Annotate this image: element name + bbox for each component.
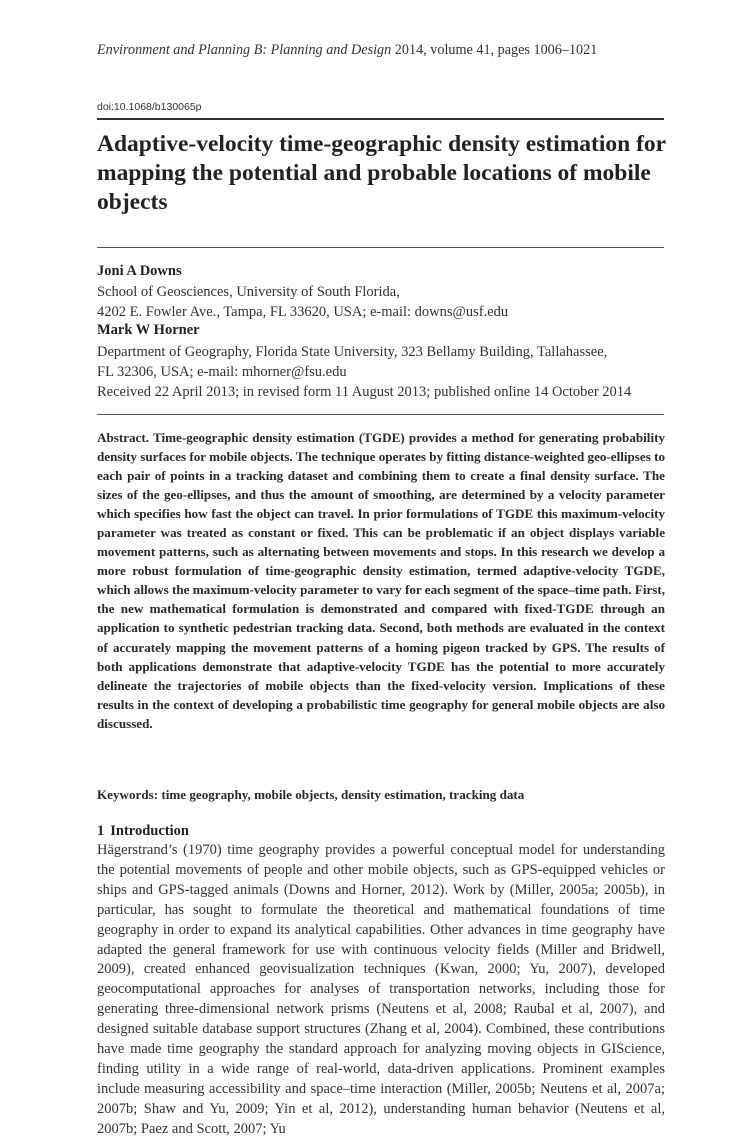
abstract-rule [97,414,664,415]
introduction-text: Hägerstrand’s (1970) time geography provides a powerful conceptual model for understanding the potential movements of people and other mobile objects, such as GPS-equipped vehicles or ships and GPS-tagged animals (Downs and Horner, 2012). Work by (Miller, 2005a; 2005b), in particular, has sought to formulate the theoretical and mathematical foundations of time geography in order to expand its analytical capabilities. Other advances in time geography have adapted the general framework for use with continuous velocity fields (Miller and Bridwell, 2009), created enhanced geovisualization techniques (Kwan, 2000; Yu, 2007), developed geocomputational approaches for analyses of transportation networks, including those for generating three-dimensional network prisms (Neutens et al, 2008; Raubal et al, 2007), and designed suitable database support structures (Zhang et al, 2004). Combined, these contributions have made time geography the standard approach for analyzing moving objects in GIScience, finding utility in a wide range of real-world, data-driven applications. Prominent examples include measuring accessibility and space–time interaction (Miller, 2005b; Neutens et al, 2007a; 2007b; Shaw and Yu, 2009; Yin et al, 2012), understanding human behavior (Neutens et al, 2007b; Paez and Scott, 2007; Yu [97,842,665,1137]
author-name: Joni A Downs [97,263,182,279]
section-number: 1 [97,823,105,839]
abstract: Abstract. Time-geographic density estimation (TGDE) provides a method for generating probability density surfaces for mobile objects. The technique operates by fitting distance-weighted geo-ellipses to each pair of points in a tracking dataset and combining them to create a final density surface. The sizes of the geo-ellipses, and thus the amount of smoothing, are determined by a velocity parameter which specifies how fast the object can travel. In prior formulations of TGDE this maximum-velocity parameter was treated as constant or fixed. This can be problematic if an object displays variable movement patterns, such as alternating between movements and stops. In this research we develop a more robust formulation of time-geographic density estimation, termed adaptive-velocity TGDE, which allows the maximum-velocity parameter to vary for each segment of the space–time path. First, the new mathematical formulation is demonstrated and compared with fixed-TGDE through an application to synthetic pedestrian tracking data. Second, both methods are evaluated in the context of accurately mapping the movement patterns of a homing pigeon tracked by GPS. The results of both applications demonstrate that adaptive-velocity TGDE has the potential to more accurately delineate the trajectories of mobile objects than the fixed-velocity version. Implications of these results in the context of developing a probabilistic time geography for general mobile objects are also discussed. [97,430,665,731]
author-name: Mark W Horner [97,322,200,338]
author-affiliation [97,342,677,402]
journal-details: 2014, volume 41, pages 1006–1021 [391,42,598,58]
received-dates: Received 22 April 2013; in revised form 11 August 2013; published online 14 October 2014 [97,384,632,400]
journal-citation [97,42,697,59]
title-rule-top [97,118,664,120]
doi[interactable]: doi:10.1068/b130065p [97,101,202,113]
affiliation-line: School of Geosciences, University of South Florida, [97,284,400,300]
keywords: Keywords: time geography, mobile objects, density estimation, tracking data [97,787,525,802]
paper-title: Adaptive-velocity time-geographic density estimation for mapping the potential and probable locations of mobile objects [97,131,666,215]
section-heading [97,823,189,840]
section-title: Introduction [110,823,189,839]
author-affiliation [97,282,677,322]
affiliation-line: FL 32306, USA; e-mail: mhorner@fsu.edu [97,364,347,380]
title-rule-bottom [97,247,664,248]
journal-name: Environment and Planning B: Planning and Design [97,42,392,58]
affiliation-line: 4202 E. Fowler Ave., Tampa, FL 33620, USA; e-mail: downs@usf.edu [97,304,509,320]
affiliation-line: Department of Geography, Florida State University, 323 Bellamy Building, Tallahassee, [97,344,608,360]
